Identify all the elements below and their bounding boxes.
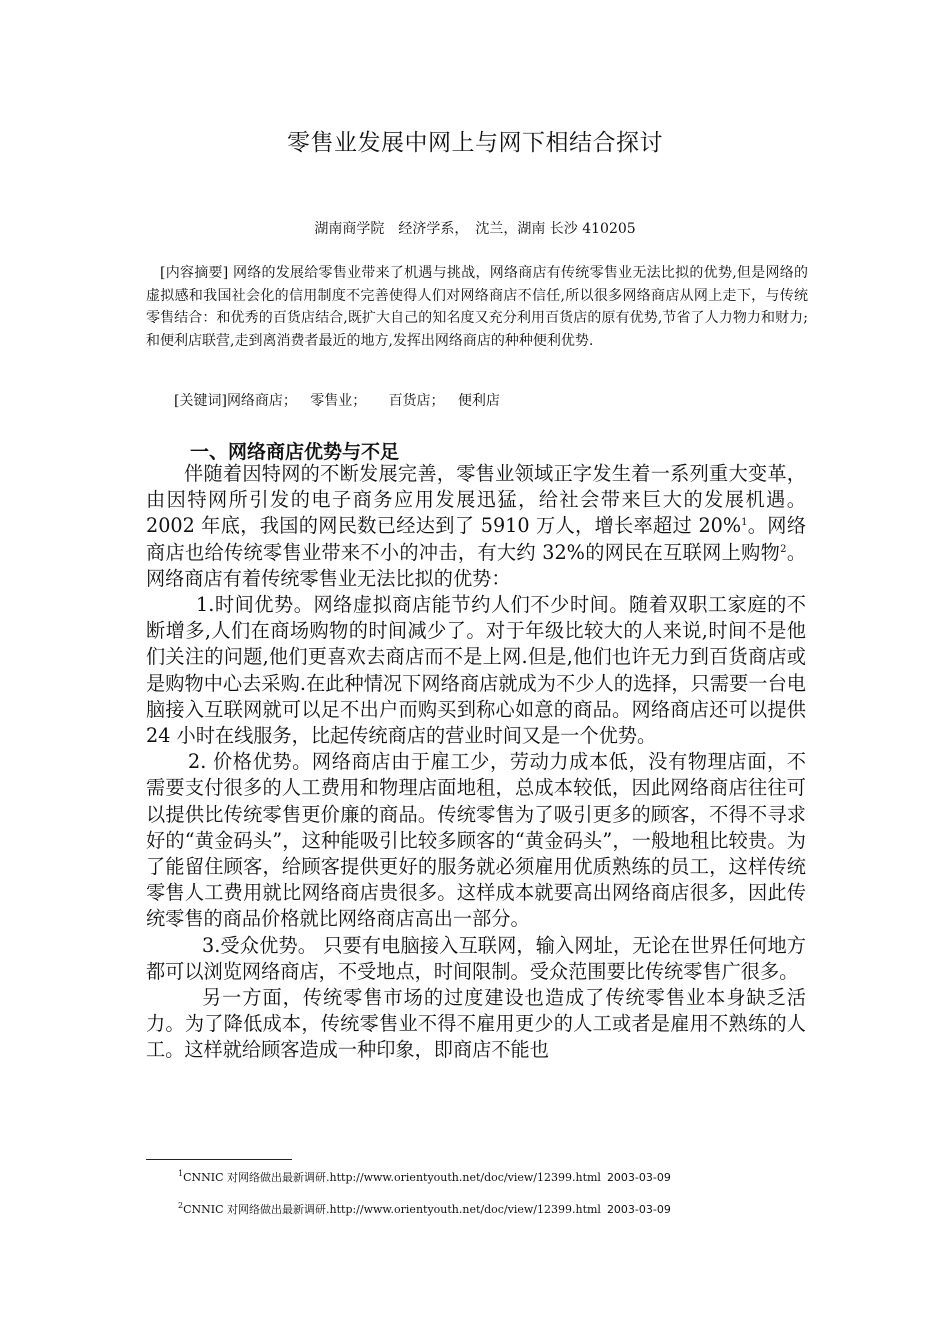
paper-title: 零售业发展中网上与网下相结合探讨 [287,130,663,156]
paragraph-text: 伴随着因特网的不断发展完善，零售业领域正字发生着一系列重大变革，由因特网所引发的电子商务应用发展迅猛，给社会带来巨大的发展机遇。2002 年底，我国的网民数已经达到了 5910 万人，增长率超过 20% [146,462,806,538]
footnote-date: 2003-03-09 [606,1171,671,1184]
footnote-text: CNNIC 对网络做出最新调研.http://www.orientyouth.net/doc/view/12399.html [183,1171,601,1184]
footnote [178,1169,671,1185]
keyword-item: 百货店； [388,393,445,409]
footnote-ref[interactable]: 1 [741,517,748,529]
footnote-ref[interactable]: 2 [780,543,787,555]
abstract-text: 网络的发展给零售业带来了机遇与挑战，网络商店有传统零售业无法比拟的优势,但是网络的虚拟感和我国社会化的信用制度不完善使得人们对网络商店不信任,所以很多网络商店从网上走下，与传统零售结合：和优秀的百货店结合,既扩大自己的知名度又充分利用百货店的原有优势,节省了人力物力和财力;和便利店联营,走到离消费者最近的地方,发挥出网络商店的种种便利优势. [146,265,808,349]
keyword-item: 网络商店； [226,393,297,409]
paragraph-text: 。网络商店也给传统零售业带来不小的冲击，有大约 32%的网民在互联网上购物 [146,514,807,564]
footnote-separator [146,1159,292,1160]
footnote-number: 2 [178,1201,184,1210]
author-affiliation: 湖南商学院 经济学系， 沈兰，湖南 长沙 410205 [314,221,636,237]
footnote-date: 2003-03-09 [606,1203,671,1216]
paragraph [146,461,806,592]
keywords [174,390,500,410]
paragraph: 3.受众优势。 只要有电脑接入互联网，输入网址，无论在世界任何地方都可以浏览网络商店，不受地点，时间限制。受众范围要比传统零售广很多。 [146,933,806,983]
footnote-text: CNNIC 对网络做出最新调研.http://www.orientyouth.net/doc/view/12399.html [183,1203,601,1216]
keyword-item: 零售业； [310,393,367,409]
abstract [146,262,808,352]
footnote [178,1201,671,1217]
footnote-number: 1 [178,1169,184,1178]
paragraph: 另一方面，传统零售市场的过度建设也造成了传统零售业本身缺乏活力。为了降低成本，传统零售业不得不雇用更少的人工或者是雇用不熟练的人工。这样就给顾客造成一种印象，即商店不能也 [146,986,806,1062]
keywords-label: [关键词] [174,393,227,409]
paragraph: 2. 价格优势。网络商店由于雇工少，劳动力成本低，没有物理店面，不需要支付很多的人工费用和物理店面地租，总成本较低，因此网络商店往往可以提供比传统零售更价廉的商品。传统零售为了吸引更多的顾客，不得不寻求好的“黄金码头”，这种能吸引比较多顾客的“黄金码头”，一般地租比较贵。为了能留住顾客，给顾客提供更好的服务就必须雇用优质熟练的员工，这样传统零售人工费用就比网络商店贵很多。这样成本就要高出网络商店很多，因此传统零售的商品价格就比网络商店高出一部分。 [146,750,806,931]
paragraph: 1.时间优势。网络虚拟商店能节约人们不少时间。随着双职工家庭的不断增多,人们在商场购物的时间减少了。对于年级比较大的人来说,时间不是他们关注的问题,他们更喜欢去商店而不是上网.但是,他们也许无力到百货商店或是购物中心去采购.在此种情况下网络商店就成为不少人的选择，只需要一台电脑接入互联网就可以足不出户而购买到称心如意的商品。网络商店还可以提供 24 小时在线服务，比起传统商店的营业时间又是一个优势。 [146,593,806,748]
paragraph-text: 。网络商店有着传统零售业无法比拟的优势： [146,540,807,590]
section-body [146,461,806,1064]
keyword-item: 便利店 [457,393,500,409]
abstract-label: [内容摘要] [160,265,229,281]
section-heading: 一、网络商店优势与不足 [190,441,400,463]
